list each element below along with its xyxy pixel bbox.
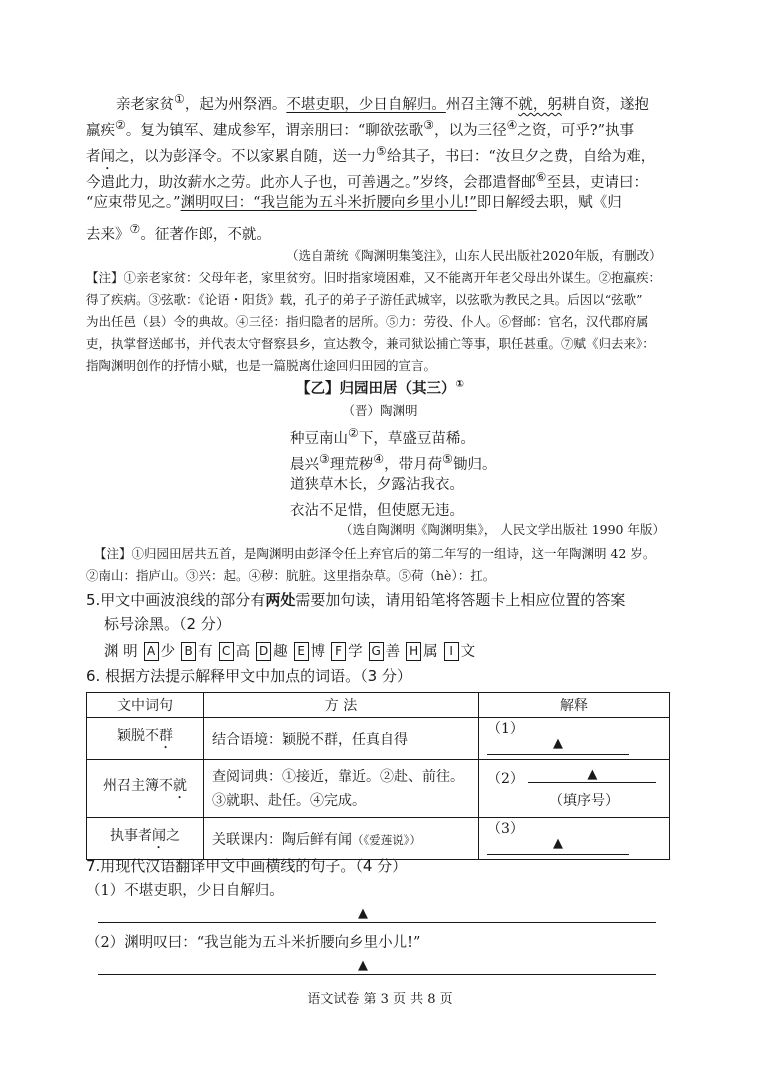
answer-blank-3[interactable]: [487, 838, 629, 855]
option-box-d[interactable]: D: [256, 642, 271, 661]
q6-title: 6. 根据方法提示解释甲文中加点的词语。（3 分）: [86, 667, 412, 685]
note-a-line-4: 吏，执掌督送邮书，并代表太守督察县乡，宣达教令，兼司狱讼捕亡等事，职任甚重。⑦赋《归去来》：: [86, 336, 655, 351]
sequence-char: 趣: [273, 644, 288, 660]
page-footer: 语文试卷 第 3 页 共 8 页: [307, 992, 453, 1007]
q6-method-1: 结合语境：颖脱不群，任真自得: [204, 718, 479, 760]
q6-term-2: 州召主簿不就: [87, 760, 204, 818]
q7-sentence-1: （1）不堪吏职，少日自解归。: [86, 883, 284, 899]
passage-line-5: “应束带见之。”渊明叹曰：“我岂能为五斗米折腰向乡里小儿!”即日解绶去职，赋《归: [86, 195, 622, 211]
note-a-line-1: 【注】①亲老家贫：父母年老，家里贫穷。旧时指家境困难，又不能离开年老父母出外谋生。②抱羸疾：: [86, 270, 662, 285]
q6-header-term: 文中词句: [87, 693, 204, 718]
answer-blank-2[interactable]: [528, 766, 656, 783]
option-box-b[interactable]: B: [181, 642, 196, 661]
q7-sentence-2: （2）渊明叹曰：“我岂能为五斗米折腰向乡里小儿!”: [86, 935, 421, 951]
answer-blank-1[interactable]: [487, 738, 629, 755]
q6-term-3: 执事者闻之: [87, 818, 204, 860]
option-box-g[interactable]: G: [369, 642, 384, 661]
poem-line-1: 种豆南山②下，草盛豆苗稀。: [290, 426, 475, 447]
option-box-f[interactable]: F: [331, 642, 346, 661]
poem-title: 【乙】归园田居（其三）①: [296, 379, 464, 397]
passage-line-3: 者闻之，以为彭泽令。不以家累自随，送一力⑤给其子，书曰：“汝旦夕之费，自给为难，: [86, 144, 656, 165]
passage-line-2: 羸疾②。复为镇军、建成参军，谓亲朋曰：“聊欲弦歌③，以为三径④之资，可乎?”执事: [86, 118, 635, 139]
underlined-sentence-1: 不堪吏职，少日自解归。: [286, 96, 446, 113]
passage-line-6: 去来》⑦。征著作郎，不就。: [86, 222, 271, 243]
q6-table: [86, 692, 670, 860]
option-box-e[interactable]: E: [294, 642, 309, 661]
triangle-icon: ▲: [358, 958, 368, 973]
q5-line-2: 标号涂黑。（2 分）: [104, 615, 231, 633]
poem-source: （选自陶渊明《陶渊明集》， 人民文学出版社 1990 年版）: [340, 522, 665, 537]
passage-source: （选自萧统《陶渊明集笺注》，山东人民出版社2020年版，有删改）: [286, 248, 662, 263]
passage-line-4: 今遣此力，助汝薪水之劳。此亦人子也，可善遇之。”岁终，会郡遣督邮⑥至县，吏请曰：: [86, 170, 648, 191]
poem-author: （晋）陶渊明: [342, 403, 418, 418]
triangle-icon: ▲: [553, 836, 563, 851]
note-a-line-2: 得了疾病。③弦歌：《论语・阳货》载，孔子的弟子子游任武城宰，以弦歌为教民之具。后因以“弦歌”: [86, 292, 643, 307]
option-box-a[interactable]: A: [144, 642, 159, 661]
triangle-icon: ▲: [587, 766, 598, 782]
q6-term-1: 颖脱不群: [87, 718, 204, 760]
underlined-sentence-2: 渊明叹曰：“我岂能为五斗米折腰向乡里小儿!”: [180, 195, 477, 211]
q7-answer-line-1[interactable]: [98, 922, 656, 923]
sequence-char: 博: [310, 644, 326, 660]
poem-line-2: 晨兴③理荒秽④，带月荷⑤锄归。: [290, 452, 497, 473]
q6-answer-3: （3） ▲: [479, 818, 670, 860]
q6-method-2: 查阅词典：①接近，靠近。②赴、前往。 ③就职、赴任。④完成。: [204, 760, 479, 818]
sequence-char: 高: [235, 644, 251, 660]
sequence-char: 渊 明: [104, 644, 138, 660]
q6-method-3: 关联课内：陶后鲜有闻（《爱莲说》）: [204, 818, 479, 860]
poem-line-3: 道狭草木长，夕露沾我衣。: [290, 477, 464, 493]
triangle-icon: ▲: [358, 906, 368, 921]
q6-answer-1: （1） ▲: [479, 718, 670, 760]
triangle-icon: ▲: [553, 736, 563, 751]
option-box-h[interactable]: H: [406, 642, 421, 661]
passage-line-1: 亲老家贫①，起为州祭酒。不堪吏职，少日自解归。州召主簿不就，躬耕自资，遂抱: [116, 92, 649, 113]
sequence-char: 少: [160, 644, 176, 660]
q6-row-1: [87, 718, 670, 760]
note-b-line-1: 【注】①归园田居共五首，是陶渊明由彭泽令任上弃官后的第二年写的一组诗，这一年陶渊明 42 岁。: [94, 546, 656, 561]
q7-answer-line-2[interactable]: [98, 974, 656, 975]
poem-line-4: 衣沾不足惜，但使愿无违。: [290, 503, 464, 519]
note-a-line-5: 指陶渊明创作的抒情小赋，也是一篇脱离仕途回归田园的宣言。: [86, 358, 437, 373]
q6-row-2: [87, 760, 670, 818]
dotted-word-wen: 闻: [100, 148, 115, 165]
q6-header-answer: 解释: [479, 693, 670, 718]
q6-header-method: 方 法: [204, 693, 479, 718]
q7-title: 7.用现代汉语翻译甲文中画横线的句子。（4 分）: [86, 857, 408, 875]
sequence-char: 文: [460, 644, 476, 660]
option-box-i[interactable]: I: [444, 642, 459, 661]
sequence-char: 善: [385, 644, 401, 660]
q6-answer-2: （2） ▲ （填序号）: [479, 760, 670, 818]
note-a-line-3: 为出任邑（县）令的典故。④三径：指归隐者的居所。⑤力：劳役、仆人。⑥督邮：官名，汉代郡府属: [86, 314, 649, 329]
option-box-c[interactable]: C: [219, 642, 234, 661]
sequence-char: 学: [348, 644, 363, 660]
q5-line-1: 5.甲文中画波浪线的部分有两处需要加句读，请用铅笔将答题卡上相应位置的答案: [86, 591, 626, 609]
sequence-char: 有: [198, 644, 213, 660]
note-b-line-2: ②南山：指庐山。③兴：起。④秽：肮脏。这里指杂草。⑤荷（hè）：扛。: [86, 568, 496, 583]
sequence-char: 属: [423, 644, 438, 660]
q5-answer-sequence: [104, 640, 475, 661]
